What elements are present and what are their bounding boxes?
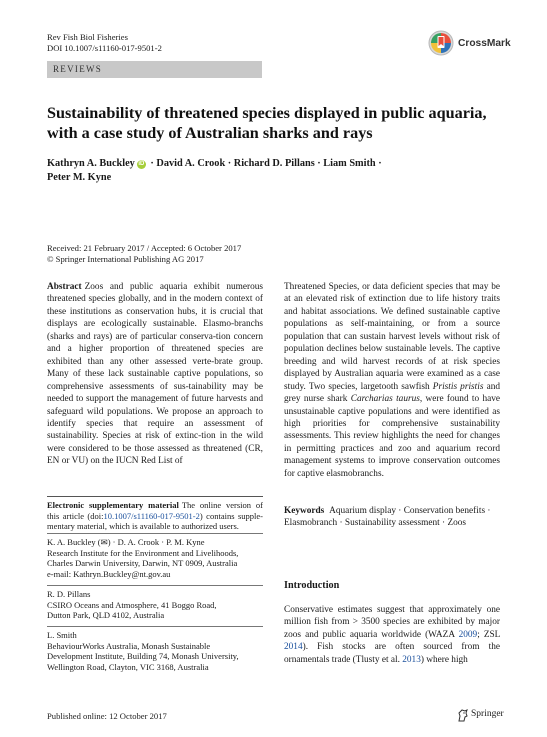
affiliation-divider — [47, 626, 263, 627]
affiliation-divider — [47, 533, 263, 534]
abstract-text-part2a: Threatened Species, or data deficient species that may be at an elevated risk of extinction due to life history traits and habitat associations. We defined sustainable captive populations as self-maintaining, or from a source population that can sustain harvest levels without risk of population declines below sustainable levels. The captive breeding and wild harvest records of at risk species displayed by Australian aquaria were examined as a case study. Two species, largetooth sawfish — [284, 282, 500, 392]
crossmark-label: CrossMark — [458, 38, 511, 49]
doi-link[interactable]: 10.1007/s11160-017-9501-2 — [103, 510, 200, 521]
citation-link[interactable]: 2013 — [402, 654, 421, 665]
affiliation-divider — [47, 585, 263, 586]
species-carcharias: Carcharias taurus — [350, 394, 420, 405]
springer-label: Springer — [471, 709, 504, 719]
crossmark-icon — [428, 30, 454, 56]
article-title: Sustainability of threatened species displayed in public aquaria, with a case study of Australian sharks and rays — [47, 104, 487, 142]
springer-logo — [457, 709, 517, 723]
keywords — [284, 505, 500, 530]
section-heading-introduction: Introduction — [284, 580, 340, 591]
journal-info — [47, 32, 162, 54]
abstract-right-column — [284, 281, 500, 480]
affiliation-2: R. D. Pillans CSIRO Oceans and Atmosphere, 41 Boggo Road, Dutton Park, QLD 4102, Australia — [47, 589, 217, 621]
abstract-text-part1: Zoos and public aquaria exhibit numerous threatened species globally, and in the modern context of these institutions as conservation hubs, it is crucial that displays are ecologically sustainable. Elasmo-branchs (sharks and rays) are of particular conserva-tion concern and a higher proportion of threatened species are exhibited than any other assessed verte-brate group. Many of these lack sustainable captive populations, so comprehensive assessments of sus-tainability may be needed to support the management of future harvests and safeguard wild populations. We propose an approach to identify species that require an assessment of sustainability. Species at risk of extinc-tion in the wild were considered to be those assessed as threatened (CR, EN or VU) on the IUCN Red List of — [47, 282, 263, 467]
citation-link[interactable]: 2014 — [284, 642, 303, 653]
author-buckley[interactable]: Kathryn A. Buckley — [47, 158, 135, 169]
supplementary-label: Electronic supplementary material — [47, 500, 179, 510]
received-accepted: Received: 21 February 2017 / Accepted: 6 October 2017 — [47, 243, 242, 253]
abstract-label: Abstract — [47, 282, 82, 292]
article-dates — [47, 243, 241, 265]
author-email[interactable]: e-mail: Kathryn.Buckley@nt.gov.au — [47, 568, 171, 579]
crossmark-badge[interactable] — [428, 30, 511, 58]
author-list-line2: Peter M. Kyne — [47, 171, 112, 183]
author-list-rest: · David A. Crook · Richard D. Pillans · Liam Smith · — [150, 158, 382, 169]
affiliation-3: L. Smith BehaviourWorks Australia, Monash Sustainable Development Institute, Building 74, Monash University, Wellington Road, Clayton, VIC 3168, Australia — [47, 630, 239, 672]
introduction-text: Conservative estimates suggest that approximately one million fish from > 3500 species are exhibited by major zoos and public aquaria worldwide (WAZA 2009; ZSL 2014). Fish stocks are often sourced from the ornamentals trade (Tlusty et al. 2013) where high — [284, 605, 501, 665]
section-label: REVIEWS — [53, 64, 103, 74]
journal-name: Rev Fish Biol Fisheries — [47, 32, 128, 42]
section-bar — [47, 61, 262, 78]
copyright: © Springer International Publishing AG 2017 — [47, 254, 204, 264]
author-list — [47, 157, 507, 184]
affiliation-1: K. A. Buckley (✉) · D. A. Crook · P. M. Kyne Research Institute for the Environment and Livelihoods, Charles Darwin University, Darwin, NT 0909, Australia e-mail: Kathryn.Buckley@nt.gov.au — [47, 537, 263, 579]
published-online-date: Published online: 12 October 2017 — [47, 711, 167, 721]
citation-link[interactable]: 2009 — [458, 629, 478, 640]
springer-horse-icon — [457, 709, 469, 722]
journal-doi: DOI 10.1007/s11160-017-9501-2 — [47, 43, 162, 53]
abstract-text-part2b: and grey nurse shark — [284, 381, 500, 405]
abstract-left-column — [47, 281, 263, 468]
orcid-icon[interactable]: iD — [138, 161, 145, 167]
abstract-text-part2c: , were found to have unsustainable captive populations and were identified as high priorities for comprehensive sustainability assessments. This review highlights the need for changes in permitting practices and zoo and aquarium record management systems to improve conservation outcomes for captive elasmobranchs. — [284, 394, 501, 479]
supplementary-note: Electronic supplementary material The online version of this article (doi:10.1007/s11160-017-9501-2) contains supple-mentary material, which is available to authorized users. — [47, 496, 263, 532]
keywords-text: Aquarium display · Conservation benefits · Elasmobranch · Sustainability assessment · Zoos — [284, 506, 491, 529]
species-pristis: Pristis pristis — [432, 381, 484, 392]
keywords-label: Keywords — [284, 506, 325, 516]
